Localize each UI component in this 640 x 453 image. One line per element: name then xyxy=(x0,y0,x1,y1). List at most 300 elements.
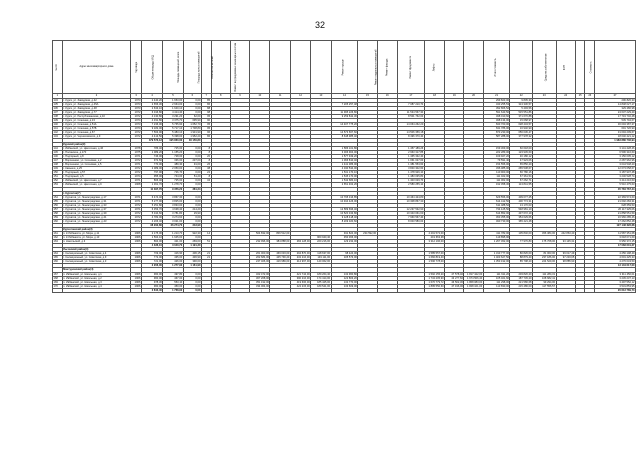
table-cell: 381,24 xyxy=(183,187,201,191)
table-cell: 139 xyxy=(53,118,63,122)
table-cell: 1 542 684,10 xyxy=(331,179,358,183)
table-cell: 972,60 xyxy=(141,159,162,163)
header-label: Ремонт крыши xyxy=(342,58,346,76)
table-cell: 165 xyxy=(53,256,63,260)
table-cell: 77 976,80 xyxy=(510,240,533,244)
header-cell xyxy=(595,41,636,94)
table-cell: 0,00 xyxy=(183,179,201,183)
address-cell xyxy=(62,288,131,292)
table-cell: 1 061 027,00 xyxy=(397,159,424,163)
table-cell: 45 784 767,44 xyxy=(595,187,636,191)
table-cell: 11 397,76 xyxy=(141,187,162,191)
table-cell: 136 xyxy=(53,106,63,110)
table-cell: 7 960 567,40 xyxy=(397,215,424,219)
header-cell xyxy=(131,41,142,94)
table-cell: 14 506 356,18 xyxy=(397,130,424,134)
header-cell xyxy=(510,41,533,94)
table-cell: 1 670 779,72 xyxy=(424,280,444,284)
table-cell: 770,00 xyxy=(141,163,162,167)
table-cell: 113 830,00 xyxy=(483,284,510,288)
table-cell: 497,80 xyxy=(163,272,183,276)
table-cell: 4 291 572,00 xyxy=(424,232,444,236)
table-cell: 8 501 762,00 xyxy=(397,114,424,118)
address-cell: г. Курчатов, ул. Ленинградская, д.37 xyxy=(62,207,131,211)
table-cell xyxy=(377,288,397,292)
table-cell: 3 311 450,01 xyxy=(595,272,636,276)
table-cell: 5 277,90 xyxy=(141,199,162,203)
column-number: 13 xyxy=(311,94,331,99)
address-cell: п. Ивбанский, ул. Школьная, д.3 xyxy=(62,280,131,284)
table-cell: 0,00 xyxy=(183,203,201,207)
address-cell: Курчатовский район(3) xyxy=(62,228,131,232)
table-cell: 1968 xyxy=(131,183,142,187)
header-label: ФРП xyxy=(563,64,567,70)
table-cell: 1972 xyxy=(131,159,142,163)
table-cell: 450 366,00 xyxy=(331,236,358,240)
table-cell: 133 609,00 xyxy=(331,284,358,288)
table-cell: 9 128 418,40 xyxy=(331,215,358,219)
address-cell: п. К.Либкнехта, ул. Мира, д.11 xyxy=(62,232,131,236)
table-cell: 5 717,10 xyxy=(163,126,183,130)
table-cell: 203 820,20 xyxy=(510,272,533,276)
table-cell: 490 730,00 xyxy=(483,219,510,223)
header-cell xyxy=(331,41,358,94)
table-cell: 1972 xyxy=(131,110,142,114)
table-cell: 158 xyxy=(53,211,63,215)
table-cell: 111 284,31 xyxy=(532,272,556,276)
table-cell: 806,40 xyxy=(141,179,162,183)
table-cell: 1 478 926,10 xyxy=(397,171,424,175)
table-cell: 243,90 xyxy=(183,223,201,227)
address-cell: Льговский район(4) xyxy=(62,248,131,252)
address-cell: г. Камыши, д.25 xyxy=(62,167,131,171)
table-cell: 628 443,57 xyxy=(510,122,533,126)
table-cell: 1 868 083,00 xyxy=(464,280,483,284)
table-cell: 221 580,68 xyxy=(510,280,533,284)
table-cell: 1971 xyxy=(131,163,142,167)
address-cell: г. Селекционный, ул. Советская, д.3 xyxy=(62,260,131,264)
table-cell: 1966 xyxy=(131,232,142,236)
table-cell: 189 541,00 xyxy=(311,284,331,288)
address-cell: г. Курск, ул. Союзная, д.13 xyxy=(62,118,131,122)
table-cell: 553,10 xyxy=(163,280,183,284)
table-cell: 450,00 xyxy=(163,284,183,288)
table-cell xyxy=(211,288,230,292)
table-cell: 5 510 475,63 xyxy=(595,183,636,187)
table-cell: 3 246 528,74 xyxy=(595,175,636,179)
header-label: Ремонт подвальных помещений xyxy=(374,49,378,85)
table-cell xyxy=(575,288,585,292)
table-cell: 117 556,57 xyxy=(532,284,556,288)
table-cell: 66 780,16 xyxy=(510,171,533,175)
table-cell: 6 353,70 xyxy=(141,207,162,211)
table-cell: 232 216,00 xyxy=(290,256,310,260)
table-cell: 6 596 316,60 xyxy=(595,151,636,155)
address-cell: п. К.Либкнехта, ул. Мира, д.13 xyxy=(62,236,131,240)
table-cell: 284 128,00 xyxy=(290,240,310,244)
table-cell: 1 682 819,40 xyxy=(424,256,444,260)
table-cell: 0,00 xyxy=(183,236,201,240)
table-cell: 3 781,80 xyxy=(163,211,183,215)
table-cell: 3 021,00 xyxy=(163,219,183,223)
table-cell: 105 021,60 xyxy=(483,276,510,280)
table-cell: 1 652,70 xyxy=(183,122,201,126)
table-cell: 149 xyxy=(53,167,63,171)
address-cell: п. Ивбанский, ул. Школьная, д.1 xyxy=(62,272,131,276)
table-cell: 189 264,40 xyxy=(311,272,331,276)
table-cell: 433 255,53 xyxy=(483,102,510,106)
column-number: 10 xyxy=(250,94,270,99)
report-table-sheet xyxy=(52,40,636,446)
table-cell: 294 870,00 xyxy=(290,252,310,256)
header-cell xyxy=(358,41,377,94)
header-label: Ремонт внутридомовых инженерных систем xyxy=(234,42,238,92)
header-cell xyxy=(464,41,483,94)
table-cell: 1 640,10 xyxy=(163,106,183,110)
table-cell: 955,00 xyxy=(141,175,162,179)
table-cell: 2 089,00 xyxy=(141,167,162,171)
header-label: Стоимость xyxy=(589,61,593,73)
table-cell: 105 573,00 xyxy=(331,256,358,260)
table-cell: 8 648 985,40 xyxy=(331,134,358,138)
table-cell: 354 629,66 xyxy=(510,215,533,219)
table-cell: 539 794,67 xyxy=(595,118,636,122)
table-cell: 88 879,40 xyxy=(510,256,533,260)
table-cell: 26 117 325,06 xyxy=(595,207,636,211)
table-cell: 81 063,00 xyxy=(532,252,556,256)
table-cell: 1 952,20 xyxy=(183,134,201,138)
table-cell: 6 950 372,15 xyxy=(595,240,636,244)
table-cell: 65 850,20 xyxy=(510,163,533,167)
table-cell: 5 344,60 xyxy=(141,211,162,215)
table-cell: 3 291,20 xyxy=(163,114,183,118)
table-cell: 148 xyxy=(53,163,63,167)
table-cell: 709,00 xyxy=(141,252,162,256)
table-cell: 7 205 257,48 xyxy=(331,102,358,106)
table-cell: 611 488,52 xyxy=(483,203,510,207)
table-cell: 515 551,86 xyxy=(510,110,533,114)
table-cell: 4 638,40 xyxy=(163,207,183,211)
table-cell: 591 643,50 xyxy=(483,110,510,114)
table-cell: 4 276 043,50 xyxy=(595,260,636,264)
table-cell: 864,00 xyxy=(141,240,162,244)
table-cell: 16 940,90 xyxy=(510,126,533,130)
table-cell: 1 564,10 xyxy=(141,236,162,240)
table-cell: 91,00 xyxy=(183,163,201,167)
table-cell: 453 355,00 xyxy=(483,215,510,219)
table-cell: 17 262 852,48 xyxy=(595,219,636,223)
table-cell: 416,90 xyxy=(163,252,183,256)
table-cell: 0,00 xyxy=(183,151,201,155)
table-cell: 2 287 962,96 xyxy=(595,159,636,163)
table-cell: 13 170,03 xyxy=(510,203,533,207)
table-cell: 0,00 xyxy=(183,199,201,203)
table-cell: 129 232,00 xyxy=(331,240,358,244)
table-cell: 2 175,00 xyxy=(141,232,162,236)
table-cell: 329 286,98 xyxy=(595,106,636,110)
table-cell: 164 xyxy=(53,252,63,256)
table-cell: 1972 xyxy=(131,130,142,134)
table-cell: 3 187 907,48 xyxy=(595,171,636,175)
column-number: 5 xyxy=(163,94,183,99)
table-cell: 336 085,00 xyxy=(483,167,510,171)
table-cell: 411 782,00 xyxy=(483,232,510,236)
table-cell: 7 087 210,70 xyxy=(397,102,424,106)
table-cell: 5 765,90 xyxy=(163,122,183,126)
table-cell xyxy=(532,288,556,292)
table-cell: 422 215,00 xyxy=(290,284,310,288)
table-cell: 0,00 xyxy=(183,171,201,175)
table-cell: 1966 xyxy=(131,236,142,240)
table-cell: 1966 xyxy=(131,240,142,244)
table-cell: 155 xyxy=(53,199,63,203)
table-cell: 0,00 xyxy=(183,106,201,110)
table-cell: 0,00 xyxy=(183,219,201,223)
table-cell: 406,15 xyxy=(183,252,201,256)
header-cell xyxy=(445,41,464,94)
table-cell: 0,00 xyxy=(183,272,201,276)
header-cell xyxy=(163,41,183,94)
table-cell: 142 xyxy=(53,130,63,134)
address-cell: г. Курск, ул. Союзная, д.51А xyxy=(62,122,131,126)
table-cell: 3 245 237,13 xyxy=(595,276,636,280)
table-cell: 119 895,96 xyxy=(483,236,510,240)
table-cell: 0,00 xyxy=(183,183,201,187)
table-cell: 436,90 xyxy=(183,256,201,260)
table-cell: 97 233,65 xyxy=(556,256,575,260)
table-cell xyxy=(311,288,331,292)
table-cell: 10 308 867,30 xyxy=(397,199,424,203)
table-cell: 151 xyxy=(53,175,63,179)
header-label: Ремонт фасада xyxy=(384,58,388,76)
column-number: 15 xyxy=(358,94,377,99)
table-cell: 4 130,80 xyxy=(141,114,162,118)
header-label: Средства собственников xyxy=(544,53,548,81)
column-number: 18 xyxy=(424,94,444,99)
table-cell: 0,00 xyxy=(183,110,201,114)
table-cell: 1 457 189,26 xyxy=(397,147,424,151)
table-cell xyxy=(585,288,595,292)
table-row xyxy=(53,280,636,284)
table-cell: 7 236,00 xyxy=(141,122,162,126)
table-cell: 467,00 xyxy=(163,276,183,280)
table-cell: 1 403 029,70 xyxy=(397,179,424,183)
address-cell: г. Курск, ул. Заводская, д.42 xyxy=(62,98,131,102)
table-cell: 2 651 462,26 xyxy=(331,183,358,187)
table-cell: 416 989,00 xyxy=(270,260,290,264)
address-cell: г. Ворошнево, ул. Сосновая, д.2 xyxy=(62,159,131,163)
table-cell: 1 545 170,00 xyxy=(331,175,358,179)
column-number: 27 xyxy=(595,94,636,99)
table-cell: 3 414 216,63 xyxy=(595,179,636,183)
table-cell: 20 xyxy=(201,155,211,159)
table-cell: 5 493,56 xyxy=(510,106,533,110)
table-cell: 10 494 426,00 xyxy=(331,199,358,203)
table-cell: 786,40 xyxy=(141,147,162,151)
table-cell: 1 596 778,00 xyxy=(424,260,444,264)
table-cell: 10 343 061,60 xyxy=(397,211,424,215)
table-cell: 135 xyxy=(53,102,63,106)
header-label: Общая площадь МКД xyxy=(152,54,156,80)
table-cell: 110 900,00 xyxy=(483,171,510,175)
table-cell: 3 375,70 xyxy=(163,118,183,122)
table-cell: 437 672,19 xyxy=(510,211,533,215)
table-cell: 8 003 580,00 xyxy=(397,219,424,223)
header-label: Количество жителей xyxy=(211,55,215,79)
table-cell: 4 040 534,00 xyxy=(331,167,358,171)
table-cell: 1 817 422,00 xyxy=(464,272,483,276)
table-cell: 0,00 xyxy=(183,98,201,102)
table-cell: 21 692 284,31 xyxy=(595,199,636,203)
table-cell: 1 313 777,00 xyxy=(483,252,510,256)
address-cell: п. Ивбанский, ул. Школьная, д.4 xyxy=(62,284,131,288)
table-cell: 262 684,00 xyxy=(250,256,270,260)
table-cell: 157 xyxy=(53,207,63,211)
table-cell: 435,00 xyxy=(163,256,183,260)
table-cell: 456 384,00 xyxy=(532,232,556,236)
table-cell: 960,00 xyxy=(141,272,162,276)
table-cell: 3 141 428,46 xyxy=(595,147,636,151)
table-cell: 296 826,33 xyxy=(595,98,636,102)
header-cell xyxy=(397,41,424,94)
table-cell: 1971 xyxy=(131,155,142,159)
table-cell: 445 790,20 xyxy=(270,256,290,260)
table-cell: 10 795 316,85 xyxy=(331,195,358,199)
table-cell: 587 288,00 xyxy=(483,134,510,138)
table-cell: 334 064,00 xyxy=(250,284,270,288)
address-cell: г. Курчатов, ул. Ленинградская, д.43 xyxy=(62,219,131,223)
table-cell: 0,00 xyxy=(183,102,201,106)
table-cell: 67 262,71 xyxy=(510,179,533,183)
table-cell: 14 848 027,17 xyxy=(595,102,636,106)
table-cell: 15 668,97 xyxy=(510,118,533,122)
table-cell: 156 xyxy=(53,203,63,207)
table-cell: 111 022,00 xyxy=(483,175,510,179)
table-cell: 8 209 320,60 xyxy=(331,219,358,223)
table-row xyxy=(53,272,636,276)
address-cell: г. Селекционный, ул. Советская, д.9 xyxy=(62,256,131,260)
table-cell: 1973 xyxy=(131,102,142,106)
table-cell: 384 888,00 xyxy=(270,240,290,244)
address-cell: г. Подгорный, д.5 xyxy=(62,175,131,179)
table-cell: 29,90 xyxy=(183,211,201,215)
table-cell: 187 745,20 xyxy=(510,276,533,280)
table-cell: 14 xyxy=(201,232,211,236)
table-cell: 95 xyxy=(201,126,211,130)
table-cell: 93 145,31 xyxy=(556,240,575,244)
table-cell: 219 663,38 xyxy=(424,236,444,240)
table-cell: 3 040,70 xyxy=(163,244,183,248)
table-cell: 98 885,90 xyxy=(556,260,575,264)
header-cell xyxy=(270,41,290,94)
table-cell: 0,00 xyxy=(183,155,201,159)
address-cell: г. Курск, ул. Черняховского, д.9 xyxy=(62,134,131,138)
table-cell: 141 xyxy=(53,126,63,130)
table-cell: 265 538,67 xyxy=(510,167,533,171)
table-cell: 30 094 387,37 xyxy=(595,122,636,126)
table-cell: 162 xyxy=(53,236,63,240)
table-cell: 1 577 949,20 xyxy=(331,155,358,159)
header-cell xyxy=(141,41,162,94)
table-cell: 1978 xyxy=(131,147,142,151)
table-cell: 409 077,25 xyxy=(510,195,533,199)
column-number: 22 xyxy=(510,94,533,99)
table-cell: 1 983 886 736,94 xyxy=(595,138,636,142)
table-cell xyxy=(464,288,483,292)
table-cell xyxy=(250,288,270,292)
table-cell: 1972 xyxy=(131,211,142,215)
table-cell: 797,90 xyxy=(141,171,162,175)
table-cell: 9 182,00 xyxy=(141,126,162,130)
table-cell: 469 033,00 xyxy=(270,252,290,256)
table-cell: 941 824,00 xyxy=(331,232,358,236)
table-cell: 504 832,00 xyxy=(250,232,270,236)
header-cell xyxy=(575,41,585,94)
table-cell: 214,20 xyxy=(183,207,201,211)
table-cell: 421,00 xyxy=(163,240,183,244)
table-cell: 3 044 548,20 xyxy=(595,163,636,167)
table-cell: 99 017,49 xyxy=(556,252,575,256)
address-cell: Курский район(9) xyxy=(62,143,131,147)
table-cell: 11 587 351,68 xyxy=(595,232,636,236)
table-cell: 8 xyxy=(201,147,211,151)
table-cell: 1971 xyxy=(131,195,142,199)
table-cell: 3 843,40 xyxy=(141,288,162,292)
table-cell: 3 150 005,12 xyxy=(595,155,636,159)
table-cell: 548 981,10 xyxy=(510,207,533,211)
table-cell: 0,00 xyxy=(183,276,201,280)
table-cell: 725,00 xyxy=(163,179,183,183)
table-cell: 98 424,00 xyxy=(331,252,358,256)
table-cell xyxy=(397,288,424,292)
table-cell: 137 xyxy=(53,110,63,114)
table-cell: 1971 xyxy=(131,179,142,183)
table-cell: 21 858 551,59 xyxy=(595,211,636,215)
table-cell: 140 xyxy=(53,122,63,126)
table-cell: 629 556,00 xyxy=(483,195,510,199)
table-cell: 111 298,00 xyxy=(483,280,510,284)
table-cell: 47 923,06 xyxy=(510,159,533,163)
column-number: 12 xyxy=(290,94,310,99)
table-cell: 656 036,47 xyxy=(510,130,533,134)
table-cell: 146 xyxy=(53,155,63,159)
table-cell: 13 134 617,00 xyxy=(595,264,636,268)
table-row xyxy=(53,284,636,288)
table-cell: 4 331,80 xyxy=(141,118,162,122)
table-cell: 0,00 xyxy=(183,195,201,199)
table-cell: 3 006 904,00 xyxy=(331,151,358,155)
address-cell: г. Ивбанский, ул. Цветочная, д.7 xyxy=(62,179,131,183)
table-cell: 746,00 xyxy=(141,155,162,159)
table-cell: 1971 xyxy=(131,207,142,211)
table-cell: 43 277,60 xyxy=(445,276,464,280)
table-cell xyxy=(358,288,377,292)
table-cell: 4 782,00 xyxy=(141,215,162,219)
table-cell xyxy=(290,288,310,292)
table-cell: 1974 xyxy=(131,175,142,179)
table-header-row xyxy=(53,41,636,94)
address-cell: г. Курчатов, ул. Ленинградская, д.39 xyxy=(62,211,131,215)
table-cell: 695,90 xyxy=(183,118,201,122)
header-label: Лифты xyxy=(432,63,436,71)
table-cell: 261 000,00 xyxy=(250,252,270,256)
table-cell: 159 xyxy=(53,215,63,219)
table-cell: 392 866,52 xyxy=(483,106,510,110)
table-cell: 16 966 285,46 xyxy=(595,215,636,219)
table-cell: 34 xyxy=(201,179,211,183)
table-cell: 17 083 601,27 xyxy=(595,244,636,248)
column-number: 26 xyxy=(585,94,595,99)
